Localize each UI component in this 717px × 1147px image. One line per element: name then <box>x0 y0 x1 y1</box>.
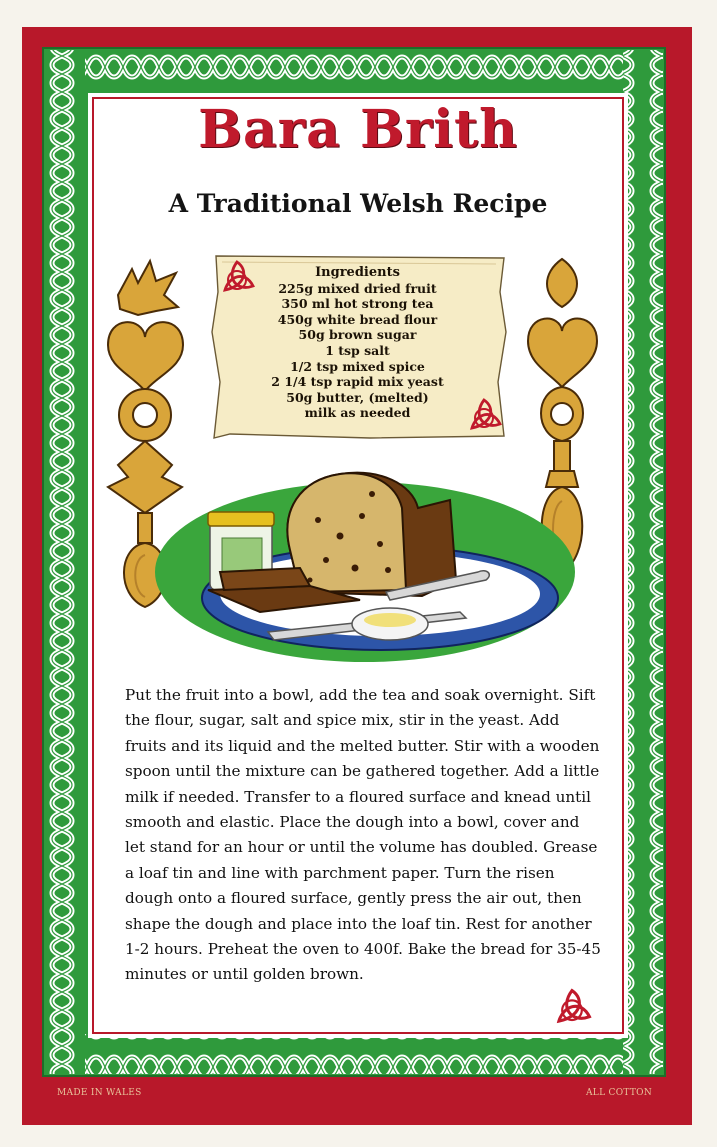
ingredient-item: 50g brown sugar <box>298 327 417 343</box>
triquetra-knot-icon <box>548 984 596 1032</box>
ingredients-list <box>230 265 485 421</box>
ingredient-item: 225g mixed dried fruit <box>278 280 437 296</box>
ingredient-item: 1 tsp salt <box>325 342 390 358</box>
ingredient-item: 450g white bread flour <box>277 311 438 327</box>
bara-brith-loaf-illustration <box>150 440 580 675</box>
ingredient-item: 2 1/4 tsp rapid mix yeast <box>271 374 444 390</box>
made-in-wales-label: MADE IN WALES <box>57 1088 142 1098</box>
all-cotton-label: ALL COTTON <box>586 1088 653 1098</box>
ingredient-item: 350 ml hot strong tea <box>281 296 434 312</box>
page-title: Bara Brith <box>198 99 518 160</box>
ingredient-item: milk as needed <box>304 405 411 421</box>
page-subtitle: A Traditional Welsh Recipe <box>168 189 548 218</box>
method-text: Put the fruit into a bowl, add the tea and soak overnight. Sift the flour, sugar, salt and spice mix, stir in the yeast. Add fruits and its liquid and the melted butter. Stir with a wooden spoon until the mixture can be gathered together. Add a little milk if needed. Transfer to a floured surface and knead until smooth and elastic. Place the dough into a bowl, cover and let stand for an hour or until the volume has doubled. Grease a loaf tin and line with parchment paper. Turn the risen dough onto a floured surface, gently press the air out, then shape the dough and place into the loaf tin. Rest for another 1-2 hours. Preheat the oven to 400f. Bake the bread for 35-45 minutes or until golden brown. <box>125 686 601 984</box>
ingredients-heading: Ingredients <box>315 265 400 280</box>
ingredient-item: 50g butter, (melted) <box>286 389 429 405</box>
ingredient-item: 1/2 tsp mixed spice <box>290 358 425 374</box>
